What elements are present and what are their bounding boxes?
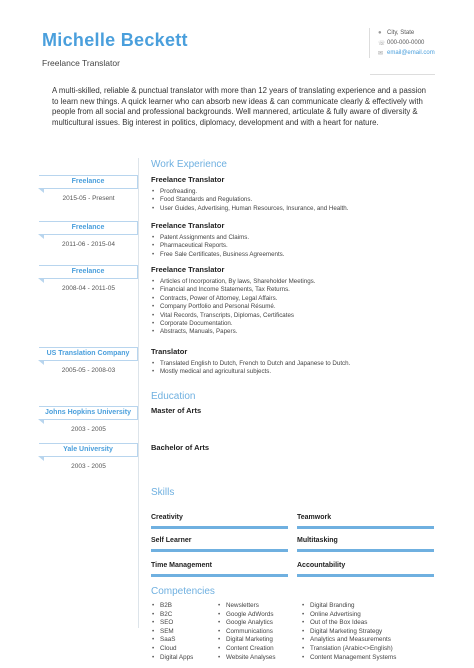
list-item: • Mostly medical and agricultural subjects. [151,368,441,376]
list-item: • Pharmaceutical Reports. [151,242,441,250]
section-title-work: Work Experience [151,159,227,170]
mail-icon: ✉ [378,50,384,57]
work-dates: 2011-06 - 2015-04 [61,241,115,248]
list-item: • Cloud [151,645,193,654]
work-dates: 2005-05 - 2008-03 [61,367,116,374]
job-title: Freelance Translator [151,175,225,184]
list-item: • Digital Marketing Strategy [301,628,396,637]
list-item: • Financial and Income Statements, Tax Returns. [151,286,441,294]
list-item: • SaaS [151,636,193,645]
list-item: • B2B [151,602,193,611]
work-entry-3-left [39,265,138,292]
skill-level-bar [297,526,434,529]
list-item: • Free Sale Certificates, Business Agreements. [151,251,441,259]
employer-tag: US Translation Company [39,347,138,361]
work-entry-3 [151,265,441,337]
degree-title: Bachelor of Arts [151,443,210,452]
contact-divider [370,74,435,75]
skill-creativity: Creativity [151,514,288,529]
list-item: • User Guides, Advertising, Human Resources, Insurance, and Health. [151,205,441,213]
candidate-role: Freelance Translator [42,58,120,68]
skill-level-bar [151,549,288,552]
skill-self-learner: Self Learner [151,537,288,552]
contact-email[interactable]: ✉ email@email.com [378,50,435,57]
section-title-education: Education [151,391,196,402]
candidate-name: Michelle Beckett [42,30,188,50]
section-title-skills: Skills [151,487,175,498]
list-item: • Digital Branding [301,602,396,611]
competencies-column-1 [151,602,193,662]
contact-block [369,28,435,58]
contact-phone: ☏ 000-000-0000 [378,40,425,47]
list-item: • Content Management Systems [301,654,396,663]
work-entry-2 [151,221,441,259]
work-entry-4 [151,347,441,377]
work-dates: 2015-05 - Present [62,195,115,202]
section-title-competencies: Competencies [151,586,215,597]
work-dates: 2008-04 - 2011-05 [61,285,115,292]
job-bullets [151,360,441,377]
skill-level-bar [297,574,434,577]
skill-level-bar [297,549,434,552]
location-pin-icon: ● [378,30,382,36]
employer-tag: Freelance [39,175,138,189]
work-entry-1-left [39,175,138,202]
employer-tag: Freelance [39,265,138,279]
education-entry-1-left [39,406,138,433]
list-item: • Digital Apps [151,654,193,663]
list-item: • B2C [151,611,193,620]
education-entry-2-left [39,443,138,470]
job-title: Freelance Translator [151,265,225,274]
list-item: • Food Standards and Regulations. [151,196,441,204]
list-item: • Communications [217,628,276,637]
list-item: • Articles of Incorporation, By laws, Shareholder Meetings. [151,278,441,286]
job-bullets [151,188,441,213]
list-item: • SEM [151,628,193,637]
job-bullets [151,278,441,337]
list-item: • Company Portfolio and Personal Résumé. [151,303,441,311]
phone-icon: ☏ [378,40,386,47]
employer-tag: Freelance [39,221,138,235]
school-tag: Yale University [39,443,138,457]
contact-location: ● City, State [378,30,415,36]
list-item: • Content Creation [217,645,276,654]
list-item: • Vital Records, Transcripts, Diplomas, Certificates [151,312,441,320]
timeline-line [138,158,139,628]
list-item: • Analytics and Measurements [301,636,396,645]
list-item: • Abstracts, Manuals, Papers. [151,328,441,336]
competencies-column-2 [217,602,276,662]
list-item: • Corporate Documentation. [151,320,441,328]
list-item: • Out of the Box Ideas [301,619,396,628]
work-entry-2-left [39,221,138,248]
list-item: • Google Analytics [217,619,276,628]
degree-title: Master of Arts [151,406,202,415]
resume-header [42,30,188,68]
job-bullets [151,234,441,259]
list-item: • Online Advertising [301,611,396,620]
summary-text: A multi-skilled, reliable & punctual translator with more than 12 years of translating experience and a passion to learn new things. A quick learner who can absorb new ideas & can communicate clearly & effectively with people from all social and professional backgrounds. Well mannered, articulate & fully aware of diversity & multicultural issues. Big interest in politics, diplomacy, development and with a heart for nature. [52,86,427,127]
list-item: • Patent Assignments and Claims. [151,234,441,242]
work-entry-1 [151,175,441,213]
education-dates: 2003 - 2005 [71,463,106,470]
skill-time-management: Time Management [151,562,288,577]
skill-accountability: Accountability [297,562,434,577]
list-item: • Translated English to Dutch, French to Dutch and Japanese to Dutch. [151,360,441,368]
education-dates: 2003 - 2005 [71,426,106,433]
competencies-column-3 [301,602,396,662]
skill-multitasking: Multitasking [297,537,434,552]
school-tag: Johns Hopkins University [39,406,138,420]
job-title: Freelance Translator [151,221,225,230]
skill-level-bar [151,574,288,577]
skill-teamwork: Teamwork [297,514,434,529]
list-item: • Google AdWords [217,611,276,620]
list-item: • Contracts, Power of Attorney, Legal Affairs. [151,295,441,303]
list-item: • Translation (Arabic<>English) [301,645,396,654]
list-item: • Website Analyses [217,654,276,663]
list-item: • Proofreading. [151,188,441,196]
work-entry-4-left [39,347,138,374]
job-title: Translator [151,347,188,356]
list-item: • Newsletters [217,602,276,611]
list-item: • SEO [151,619,193,628]
skill-level-bar [151,526,288,529]
list-item: • Digital Marketing [217,636,276,645]
